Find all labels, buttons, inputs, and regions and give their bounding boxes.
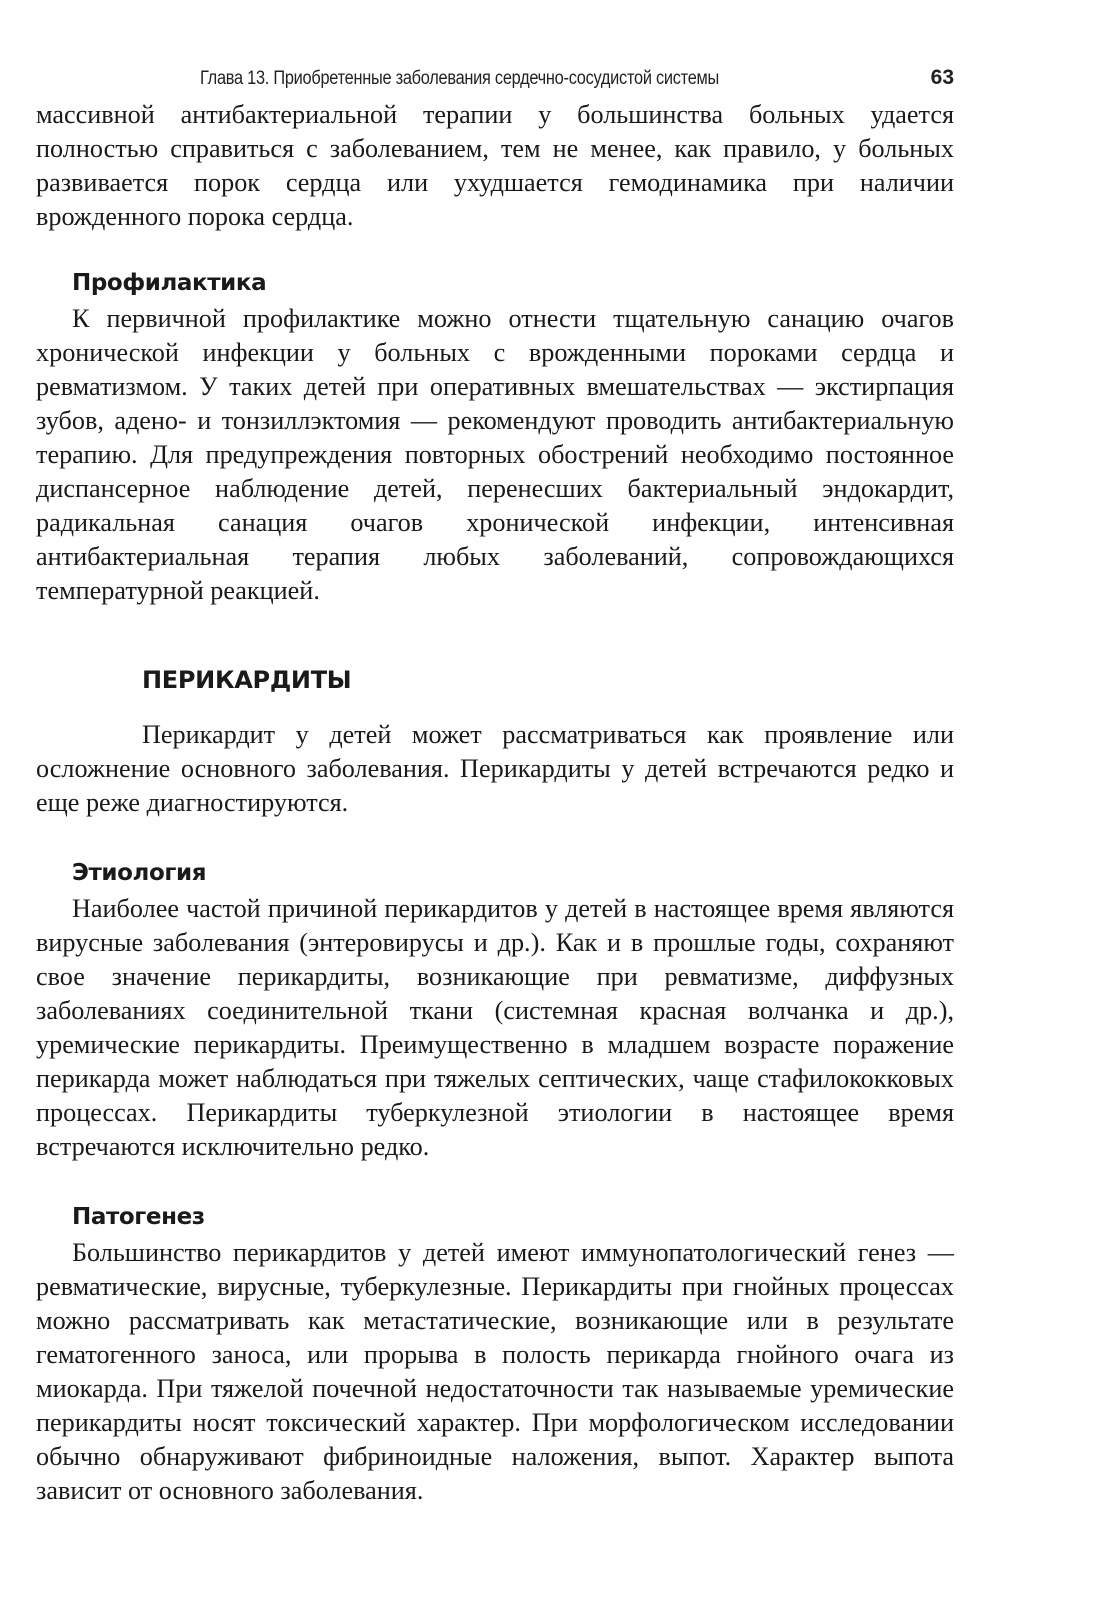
pericarditis-paragraph: Перикардит у детей может рассматриваться как проявление или осложнение основного заболевания. Перикардиты у детей встречаются редко и еще реже диагностируются.: [36, 720, 954, 817]
etiology-paragraph: Наиболее частой причиной перикардитов у детей в настоящее время являются вирусные заболевания (энтеровирусы и др.). Как и в прошлые годы, сохраняют свое значение перикардиты, возникающие при ревматизме, диффузных заболеваниях соединительной ткани (системная красная волчанка и др.), уремические перикардиты. Преимущественно в младшем возрасте поражение перикарда может наблюдаться при тяжелых септических, чаще стафилококковых процессах. Перикардиты туберкулезной этиологии в настоящее время встречаются исключительно редко.: [36, 894, 954, 1161]
prophylaxis-paragraph: К первичной профилактике можно отнести тщательную санацию очагов хронической инфекции у больных с врожденными пороками сердца и ревматизмом. У таких детей при оперативных вмешательствах — экстирпация зубов, адено- и тонзиллэктомия — рекомендуют проводить антибактериальную терапию. Для предупреждения повторных обострений необходимо постоянное диспансерное наблюдение детей, перенесших бактериальный эндокардит, радикальная санация очагов хронической инфекции, интенсивная антибактериальная терапия любых заболеваний, сопровождающихся температурной реакцией.: [36, 304, 954, 605]
etiology-heading: Этиология: [72, 860, 207, 886]
intro-paragraph: массивной антибактериальной терапии у большинства больных удается полностью справиться с заболеванием, тем не менее, как правило, у больных развивается порок сердца или ухудшается гемодинамика при наличии врожденного порока сердца.: [36, 100, 954, 231]
running-header: [36, 58, 954, 98]
pericarditis-heading: ПЕРИКАРДИТЫ: [142, 666, 352, 694]
pathogenesis-heading: Патогенез: [72, 1204, 205, 1230]
chapter-title: Глава 13. Приобретенные заболевания сердечно-сосудистой системы: [200, 68, 720, 89]
page-number: 63: [930, 66, 954, 89]
pathogenesis-paragraph: Большинство перикардитов у детей имеют иммунопатологический генез — ревматические, вирусные, туберкулезные. Перикардиты при гнойных процессах можно рассматривать как метастатические, возникающие или в результате гематогенного заноса, или прорыва в полость перикарда гнойного очага из миокарда. При тяжелой почечной недостаточности так называемые уремические перикардиты носят токсический характер. При морфологическом исследовании обычно обнаруживают фибриноидные наложения, выпот. Характер выпота зависит от основного заболевания.: [36, 1238, 954, 1505]
prophylaxis-heading: Профилактика: [72, 270, 267, 296]
book-page: [36, 58, 954, 1508]
